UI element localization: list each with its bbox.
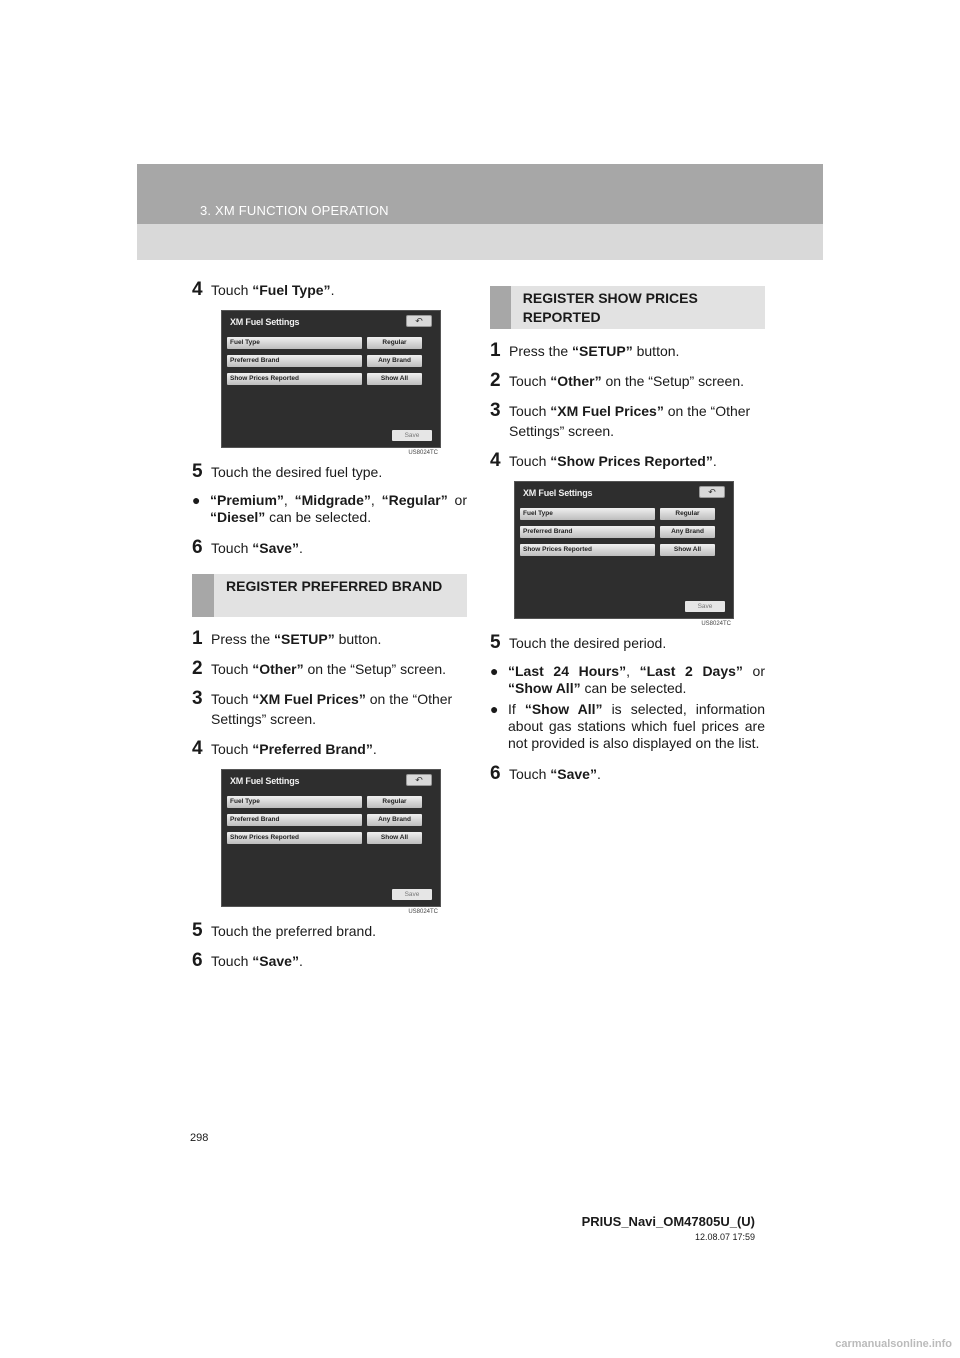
step: 5 Touch the desired fuel type. — [192, 461, 383, 482]
image-code: US8024TC — [701, 621, 731, 627]
step: 2 Touch “Other” on the “Setup” screen. — [490, 370, 745, 391]
step: 6 Touch “Save”. — [192, 537, 303, 558]
section-heading: REGISTER PREFERRED BRAND — [192, 574, 467, 617]
image-code: US8024TC — [408, 450, 438, 456]
step: 3 Touch “XM Fuel Prices” on the “Other Settings” screen. — [490, 400, 751, 439]
fuel-settings-screenshot: XM Fuel Settings ↶ Fuel Type Regular Preferred Brand Any Brand Show Prices Reported Show All Save US8024TC — [514, 481, 734, 619]
section-title: 3. XM FUNCTION OPERATION — [200, 203, 389, 218]
save-button: Save — [685, 601, 725, 612]
bullet-item: ● “Premium”, “Midgrade”, “Regular” or “Diesel” can be selected. — [192, 492, 467, 525]
back-arrow-icon: ↶ — [415, 316, 423, 326]
document-timestamp: 12.08.07 17:59 — [694, 1232, 755, 1242]
save-button: Save — [392, 430, 432, 441]
setting-row: Show Prices Reported Show All — [227, 373, 422, 385]
step: 6 Touch “Save”. — [490, 763, 601, 784]
bullet-icon: ● — [192, 492, 201, 508]
step: 5 Touch the desired period. — [490, 632, 667, 653]
bullet-icon: ● — [490, 701, 499, 717]
step: 1 Press the “SETUP” button. — [192, 628, 382, 649]
back-button — [406, 774, 432, 786]
back-button — [699, 486, 725, 498]
setting-row: Fuel Type Regular — [227, 337, 422, 349]
setting-row: Preferred Brand Any Brand — [227, 355, 422, 367]
step: 4 Touch “Preferred Brand”. — [192, 738, 377, 759]
setting-row: Preferred Brand Any Brand — [227, 814, 422, 826]
watermark: carmanualsonline.info — [835, 1338, 952, 1350]
save-button: Save — [392, 889, 432, 900]
step: 2 Touch “Other” on the “Setup” screen. — [192, 658, 447, 679]
page-number: 298 — [190, 1132, 209, 1144]
right-column — [490, 286, 765, 794]
header-subband — [137, 224, 823, 260]
step: 4 Touch “Fuel Type”. — [192, 279, 335, 300]
step: 6 Touch “Save”. — [192, 950, 303, 971]
back-button — [406, 315, 432, 327]
fuel-settings-screenshot — [221, 310, 441, 456]
bullet-item: ● “Last 24 Hours”, “Last 2 Days” or “Show All” can be selected. — [490, 663, 766, 696]
screen-title: XM Fuel Settings — [230, 317, 300, 327]
back-arrow-icon: ↶ — [415, 775, 423, 785]
section-heading: REGISTER SHOW PRICES REPORTED — [490, 286, 765, 329]
setting-row: Fuel Type Regular — [227, 796, 422, 808]
setting-row: Preferred Brand Any Brand — [520, 526, 715, 538]
setting-row: Show Prices Reported Show All — [520, 544, 715, 556]
setting-row: Show Prices Reported Show All — [227, 832, 422, 844]
setting-row: Fuel Type Regular — [520, 508, 715, 520]
step: 1 Press the “SETUP” button. — [490, 340, 680, 361]
document-id: PRIUS_Navi_OM47805U_(U) — [581, 1214, 755, 1229]
fuel-settings-screenshot: XM Fuel Settings ↶ Fuel Type Regular Preferred Brand Any Brand Show Prices Reported Show All Save US8024TC — [221, 769, 441, 907]
bullet-icon: ● — [490, 663, 499, 679]
left-column — [192, 280, 467, 981]
step: 4 Touch “Show Prices Reported”. — [490, 450, 717, 471]
bullet-item: ● If “Show All” is selected, information about gas stations which fuel prices are not provided is also displayed on the list. — [490, 701, 766, 751]
step: 5 Touch the preferred brand. — [192, 920, 376, 941]
image-code: US8024TC — [408, 909, 438, 915]
step: 3 Touch “XM Fuel Prices” on the “Other Settings” screen. — [192, 688, 453, 727]
back-arrow-icon: ↶ — [708, 487, 716, 497]
